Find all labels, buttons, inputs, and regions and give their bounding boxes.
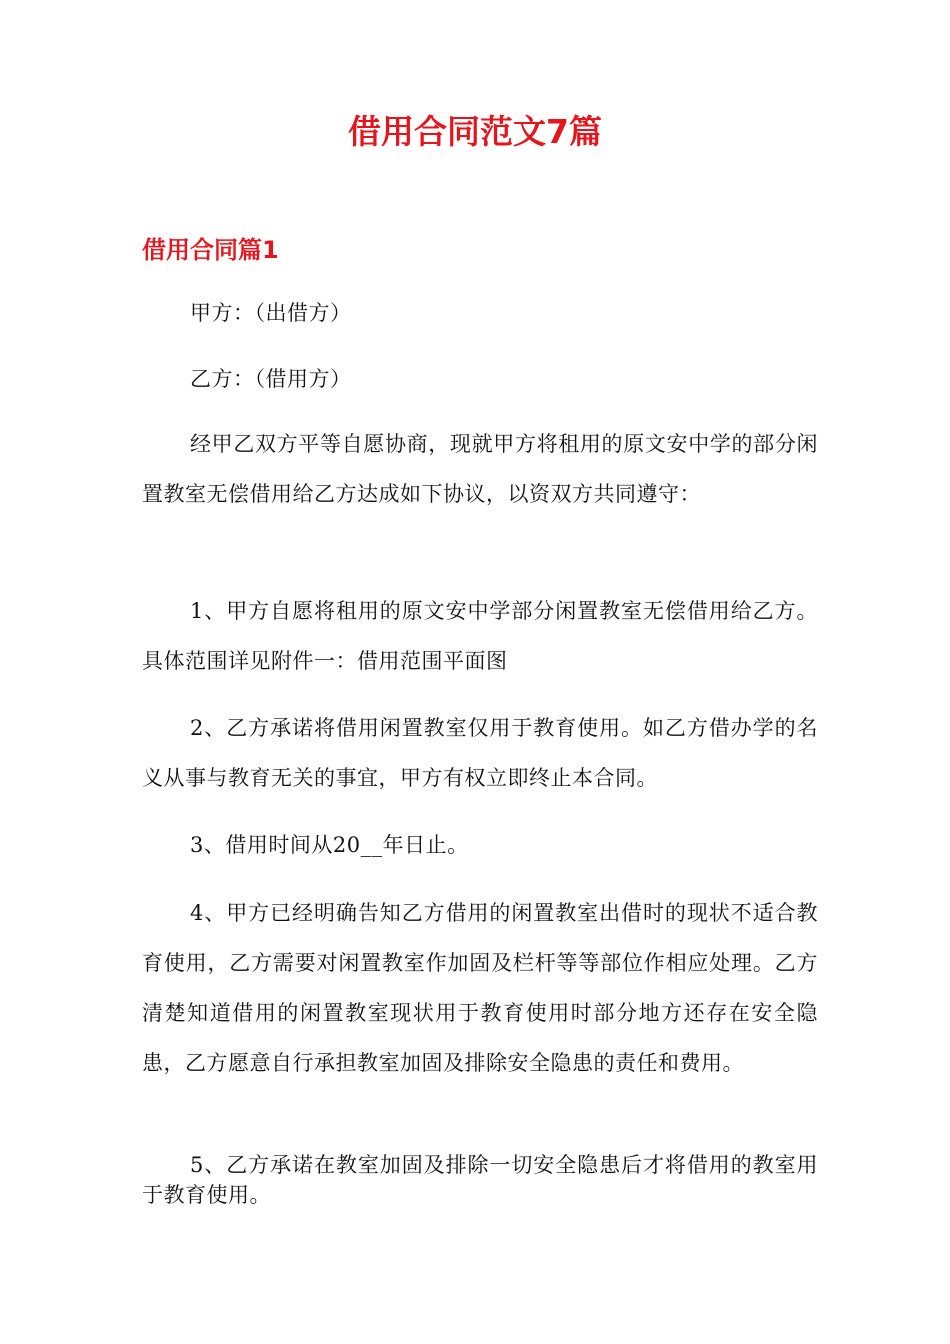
section-title: 借用合同篇1: [142, 236, 279, 264]
paragraph-clause-2: 2、乙方承诺将借用闲置教室仅用于教育使用。如乙方借办学的名义从事与教育无关的事宜，甲方有权立即终止本合同。: [142, 716, 818, 790]
paragraph-clause-3: 3、借用时间从20__年日止。: [190, 833, 469, 857]
document-title: 借用合同范文7篇: [348, 112, 602, 151]
paragraph-party-a: 甲方：（出借方）: [190, 301, 352, 325]
paragraph-clause-4: 4、甲方已经明确告知乙方借用的闲置教室出借时的现状不适合教育使用，乙方需要对闲置教室作加固及栏杆等等部位作相应处理。乙方清楚知道借用的闲置教室现状用于教育使用时部分地方还存在安全隐患，乙方愿意自行承担教室加固及排除安全隐患的责任和费用。: [142, 901, 818, 1075]
paragraph-intro: 经甲乙双方平等自愿协商，现就甲方将租用的原文安中学的部分闲置教室无偿借用给乙方达成如下协议，以资双方共同遵守：: [142, 432, 818, 506]
paragraph-party-b: 乙方：（借用方）: [190, 367, 352, 391]
paragraph-clause-5: 5、乙方承诺在教室加固及排除一切安全隐患后才将借用的教室用于教育使用。: [142, 1153, 818, 1207]
paragraph-clause-1: 1、甲方自愿将租用的原文安中学部分闲置教室无偿借用给乙方。具体范围详见附件一：借用范围平面图: [142, 599, 818, 673]
